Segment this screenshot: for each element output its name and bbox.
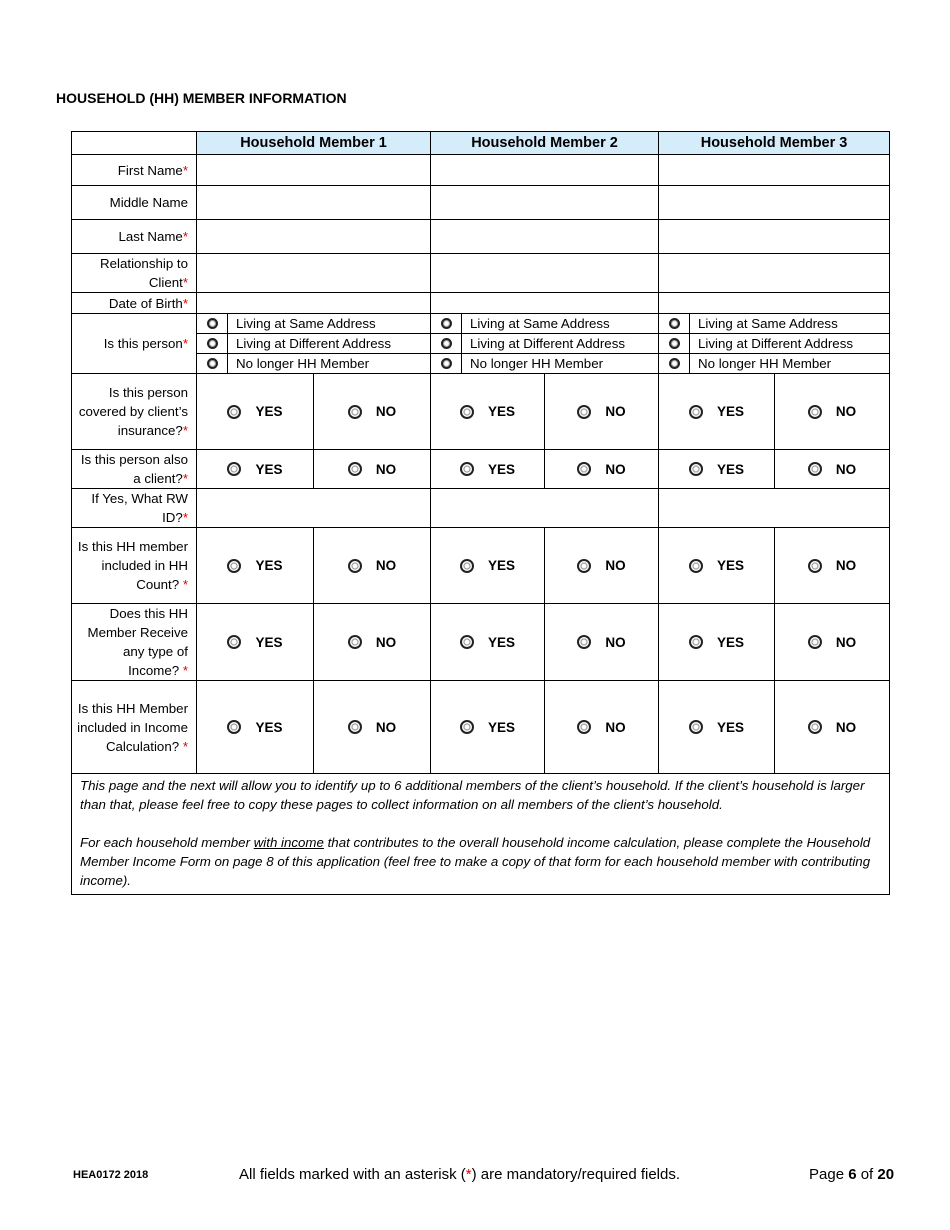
radio-icon[interactable] xyxy=(577,405,591,419)
radio-icon[interactable] xyxy=(669,318,680,329)
member-1-covered-no[interactable]: NO xyxy=(314,374,431,450)
is-this-person-label: Is this person* xyxy=(72,314,197,374)
relationship-row xyxy=(72,254,890,293)
member-1-income-yes[interactable]: YES xyxy=(197,604,314,681)
hh-count-row xyxy=(72,528,890,604)
corner-cell xyxy=(72,132,197,155)
instructions-note xyxy=(72,774,890,895)
member-1-dob-field[interactable] xyxy=(197,293,431,314)
member-3-address-options xyxy=(659,314,890,374)
radio-icon[interactable] xyxy=(689,635,703,649)
option-no-longer-member[interactable]: No longer HH Member xyxy=(431,353,658,373)
member-1-income-no[interactable]: NO xyxy=(314,604,431,681)
option-same-address[interactable]: Living at Same Address xyxy=(659,314,889,333)
member-1-address-options xyxy=(197,314,431,374)
receive-income-label: Does this HH Member Receive any type of Income? * xyxy=(72,604,197,681)
member-2-covered-no[interactable]: NO xyxy=(545,374,659,450)
note-paragraph-1: This page and the next will allow you to identify up to 6 additional members of the client’s household. If the client’s household is larger than that, please feel free to copy these pages to collect information on all members of the client’s household. xyxy=(80,778,865,812)
radio-icon[interactable] xyxy=(460,462,474,476)
radio-icon[interactable] xyxy=(207,358,218,369)
dob-label: Date of Birth* xyxy=(72,293,197,314)
radio-icon[interactable] xyxy=(441,318,452,329)
member-2-client-yes[interactable]: YES xyxy=(431,450,545,489)
radio-icon[interactable] xyxy=(227,405,241,419)
radio-icon[interactable] xyxy=(227,635,241,649)
page-number: Page 6 of 20 xyxy=(809,1166,895,1183)
radio-icon[interactable] xyxy=(808,405,822,419)
radio-icon[interactable] xyxy=(460,635,474,649)
member-3-income-yes[interactable]: YES xyxy=(659,604,775,681)
member-1-count-yes[interactable]: YES xyxy=(197,528,314,604)
radio-icon[interactable] xyxy=(207,318,218,329)
radio-icon[interactable] xyxy=(577,635,591,649)
radio-icon[interactable] xyxy=(808,462,822,476)
first-name-row xyxy=(72,155,890,186)
member-3-rw-id-field[interactable] xyxy=(659,489,890,528)
radio-icon[interactable] xyxy=(577,720,591,734)
radio-icon[interactable] xyxy=(227,559,241,573)
option-different-address[interactable]: Living at Different Address xyxy=(197,333,430,353)
option-different-address[interactable]: Living at Different Address xyxy=(659,333,889,353)
rw-id-label: If Yes, What RW ID?* xyxy=(72,489,197,528)
option-same-address[interactable]: Living at Same Address xyxy=(197,314,430,333)
section-title: HOUSEHOLD (HH) MEMBER INFORMATION xyxy=(56,90,347,106)
radio-icon[interactable] xyxy=(441,358,452,369)
radio-icon[interactable] xyxy=(441,338,452,349)
radio-icon[interactable] xyxy=(348,635,362,649)
member-3-last-name-field[interactable] xyxy=(659,220,890,254)
member-1-last-name-field[interactable] xyxy=(197,220,431,254)
option-no-longer-member[interactable]: No longer HH Member xyxy=(659,353,889,373)
radio-icon[interactable] xyxy=(669,338,680,349)
radio-icon[interactable] xyxy=(460,559,474,573)
member-2-middle-name-field[interactable] xyxy=(431,186,659,220)
member-3-client-yes[interactable]: YES xyxy=(659,450,775,489)
radio-icon[interactable] xyxy=(348,720,362,734)
member-3-header: Household Member 3 xyxy=(659,132,890,155)
header-row xyxy=(72,132,890,155)
radio-icon[interactable] xyxy=(689,405,703,419)
member-1-count-no[interactable]: NO xyxy=(314,528,431,604)
receive-income-row xyxy=(72,604,890,681)
member-2-header: Household Member 2 xyxy=(431,132,659,155)
radio-icon[interactable] xyxy=(227,462,241,476)
member-3-client-no[interactable]: NO xyxy=(775,450,890,489)
radio-icon[interactable] xyxy=(348,462,362,476)
member-2-last-name-field[interactable] xyxy=(431,220,659,254)
radio-icon[interactable] xyxy=(689,720,703,734)
member-1-client-no[interactable]: NO xyxy=(314,450,431,489)
member-2-rw-id-field[interactable] xyxy=(431,489,659,528)
radio-icon[interactable] xyxy=(577,559,591,573)
radio-icon[interactable] xyxy=(808,720,822,734)
member-3-count-yes[interactable]: YES xyxy=(659,528,775,604)
member-3-first-name-field[interactable] xyxy=(659,155,890,186)
radio-icon[interactable] xyxy=(808,559,822,573)
radio-icon[interactable] xyxy=(689,559,703,573)
middle-name-row xyxy=(72,186,890,220)
option-same-address[interactable]: Living at Same Address xyxy=(431,314,658,333)
member-3-income-no[interactable]: NO xyxy=(775,604,890,681)
member-1-calc-no[interactable]: NO xyxy=(314,681,431,774)
member-3-relationship-field[interactable] xyxy=(659,254,890,293)
member-3-count-no[interactable]: NO xyxy=(775,528,890,604)
last-name-label: Last Name* xyxy=(72,220,197,254)
member-2-income-yes[interactable]: YES xyxy=(431,604,545,681)
middle-name-label: Middle Name xyxy=(72,186,197,220)
radio-icon[interactable] xyxy=(669,358,680,369)
member-1-relationship-field[interactable] xyxy=(197,254,431,293)
member-3-covered-yes[interactable]: YES xyxy=(659,374,775,450)
form-code: HEA0172 2018 xyxy=(73,1169,149,1181)
radio-icon[interactable] xyxy=(460,720,474,734)
address-status-row xyxy=(72,314,890,374)
relationship-label: Relationship to Client* xyxy=(72,254,197,293)
option-different-address[interactable]: Living at Different Address xyxy=(431,333,658,353)
member-1-middle-name-field[interactable] xyxy=(197,186,431,220)
member-2-income-no[interactable]: NO xyxy=(545,604,659,681)
member-2-relationship-field[interactable] xyxy=(431,254,659,293)
radio-icon[interactable] xyxy=(808,635,822,649)
member-2-client-no[interactable]: NO xyxy=(545,450,659,489)
also-client-row xyxy=(72,450,890,489)
member-1-calc-yes[interactable]: YES xyxy=(197,681,314,774)
covered-insurance-label: Is this person covered by client’s insurance?* xyxy=(72,374,197,450)
member-3-calc-no[interactable]: NO xyxy=(775,681,890,774)
income-calc-label: Is this HH Member included in Income Calculation? * xyxy=(72,681,197,774)
first-name-label: First Name* xyxy=(72,155,197,186)
hh-count-label: Is this HH member included in HH Count? * xyxy=(72,528,197,604)
notes-row xyxy=(72,774,890,895)
member-2-count-no[interactable]: NO xyxy=(545,528,659,604)
member-2-calc-yes[interactable]: YES xyxy=(431,681,545,774)
member-2-dob-field[interactable] xyxy=(431,293,659,314)
radio-icon[interactable] xyxy=(348,405,362,419)
member-2-calc-no[interactable]: NO xyxy=(545,681,659,774)
rw-id-row xyxy=(72,489,890,528)
radio-icon[interactable] xyxy=(207,338,218,349)
radio-icon[interactable] xyxy=(348,559,362,573)
member-3-middle-name-field[interactable] xyxy=(659,186,890,220)
member-2-first-name-field[interactable] xyxy=(431,155,659,186)
radio-icon[interactable] xyxy=(577,462,591,476)
also-client-label: Is this person also a client?* xyxy=(72,450,197,489)
covered-insurance-row xyxy=(72,374,890,450)
member-1-client-yes[interactable]: YES xyxy=(197,450,314,489)
member-1-header: Household Member 1 xyxy=(197,132,431,155)
member-1-rw-id-field[interactable] xyxy=(197,489,431,528)
member-1-covered-yes[interactable]: YES xyxy=(197,374,314,450)
member-3-dob-field[interactable] xyxy=(659,293,890,314)
radio-icon[interactable] xyxy=(227,720,241,734)
last-name-row xyxy=(72,220,890,254)
member-1-first-name-field[interactable] xyxy=(197,155,431,186)
member-3-calc-yes[interactable]: YES xyxy=(659,681,775,774)
mandatory-fields-note: All fields marked with an asterisk (*) are mandatory/required fields. xyxy=(239,1166,681,1183)
note-paragraph-2: For each household member with income that contributes to the overall household income calculation, please complete the Household Member Income Form on page 8 of this application (feel free to make a copy of that form for each household member with contributing income). xyxy=(80,835,871,888)
option-no-longer-member[interactable]: No longer HH Member xyxy=(197,353,430,373)
radio-icon[interactable] xyxy=(460,405,474,419)
member-2-count-yes[interactable]: YES xyxy=(431,528,545,604)
member-2-covered-yes[interactable]: YES xyxy=(431,374,545,450)
income-calc-row xyxy=(72,681,890,774)
radio-icon[interactable] xyxy=(689,462,703,476)
dob-row xyxy=(72,293,890,314)
household-member-table xyxy=(71,131,890,895)
member-2-address-options xyxy=(431,314,659,374)
member-3-covered-no[interactable]: NO xyxy=(775,374,890,450)
